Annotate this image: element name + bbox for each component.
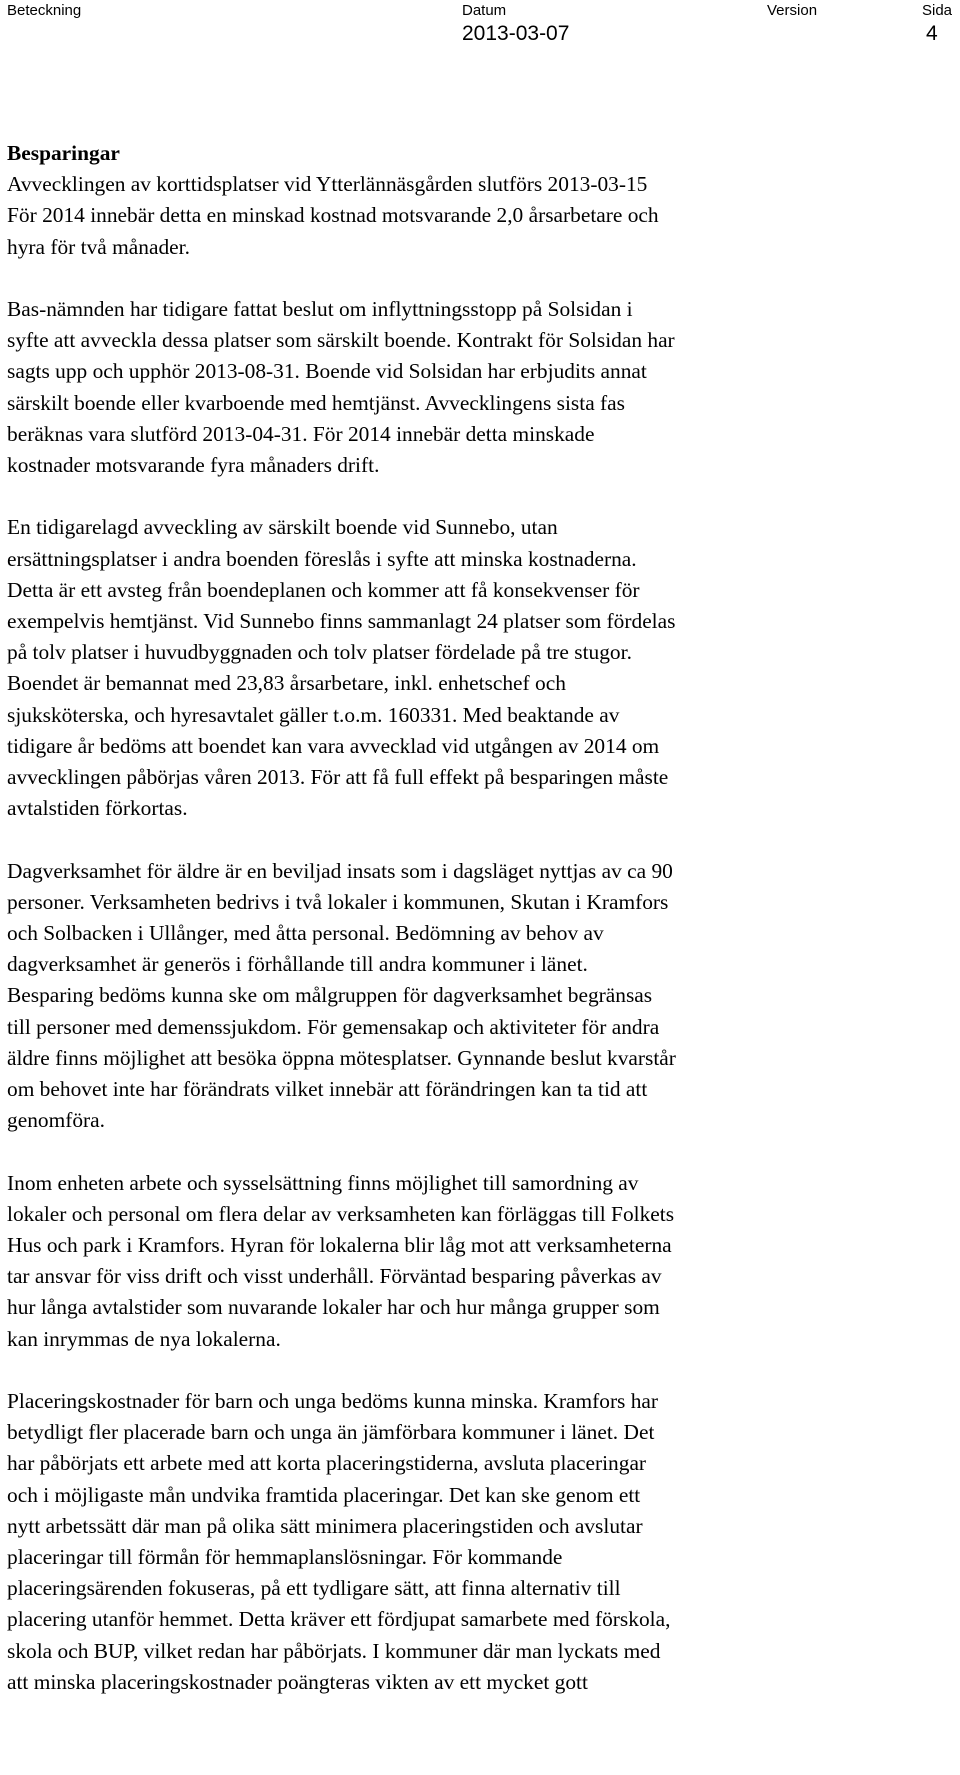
header-datum-label: Datum xyxy=(462,2,507,19)
text-line: genomföra. xyxy=(7,1108,106,1133)
header-sida-label: Sida xyxy=(922,2,953,19)
text-line: sjuksköterska, och hyresavtalet gäller t.o.m. 160331. Med beaktande av xyxy=(7,702,620,727)
text-line: placeringsärenden fokuseras, på ett tydligare sätt, att finna alternativ till xyxy=(7,1576,621,1601)
text-line: till personer med demenssjukdom. För gemensakap och aktiviteter för andra xyxy=(7,1014,660,1039)
text-line: personer. Verksamheten bedrivs i två lokaler i kommunen, Skutan i Kramfors xyxy=(7,889,669,914)
text-line: ersättningsplatser i andra boenden föreslås i syfte att minska kostnaderna. xyxy=(7,546,637,571)
text-line: Boendet är bemannat med 23,83 årsarbetare, inkl. enhetschef och xyxy=(7,671,566,696)
paragraph xyxy=(7,169,887,263)
text-line: tar ansvar för viss drift och visst underhåll. Förväntad besparing påverkas av xyxy=(7,1264,662,1289)
section-heading: Besparingar xyxy=(7,141,120,165)
text-line: placeringar till förmån för hemmaplanslösningar. För kommande xyxy=(7,1545,563,1570)
text-line: nytt arbetssätt där man på olika sätt minimera placeringstiden och avslutar xyxy=(7,1513,643,1538)
text-line: och Solbacken i Ullånger, med åtta personal. Bedömning av behov av xyxy=(7,921,604,946)
text-line: lokaler och personal om flera delar av verksamheten kan förläggas till Folkets xyxy=(7,1201,675,1226)
text-line: Dagverksamhet för äldre är en beviljad insats som i dagsläget nyttjas av ca 90 xyxy=(7,858,673,883)
text-line: särskilt boende eller kvarboende med hemtjänst. Avvecklingens sista fas xyxy=(7,390,625,415)
header-version-label: Version xyxy=(767,2,818,19)
text-line: dagverksamhet är generös i förhållande till andra kommuner i länet. xyxy=(7,952,588,977)
text-line: beräknas vara slutförd 2013-04-31. För 2014 innebär detta minskade xyxy=(7,421,595,446)
document-body xyxy=(7,138,887,1729)
text-line: kan inrymmas de nya lokalerna. xyxy=(7,1326,281,1351)
text-line: Detta är ett avsteg från boendeplanen och kommer att få konsekvenser för xyxy=(7,577,640,602)
text-line: Inom enheten arbete och sysselsättning finns möjlighet till samordning av xyxy=(7,1170,639,1195)
text-line: äldre finns möjlighet att besöka öppna mötesplatser. Gynnande beslut kvarstår xyxy=(7,1045,676,1070)
text-line: och i möjligaste mån undvika framtida placeringar. Det kan ske genom ett xyxy=(7,1482,641,1507)
paragraph xyxy=(7,1386,887,1698)
text-line: Bas-nämnden har tidigare fattat beslut om inflyttningsstopp på Solsidan i xyxy=(7,297,633,321)
text-line: tidigare år bedöms att boendet kan vara avvecklad vid utgången av 2014 om xyxy=(7,733,660,758)
text-line: avvecklingen påbörjas våren 2013. För att få full effekt på besparingen måste xyxy=(7,765,669,790)
paragraph xyxy=(7,294,887,481)
paragraph-list xyxy=(7,169,887,1698)
text-line: på tolv platser i huvudbyggnaden och tolv platser fördelade på tre stugor. xyxy=(7,640,632,665)
text-line: En tidigarelagd avveckling av särskilt boende vid Sunnebo, utan xyxy=(7,515,558,540)
text-line: avtalstiden förkortas. xyxy=(7,796,188,821)
paragraph xyxy=(7,512,887,824)
text-line: betydligt fler placerade barn och unga än jämförbara kommuner i länet. Det xyxy=(7,1420,655,1445)
text-line: placering utanför hemmet. Detta kräver ett fördjupat samarbete med förskola, xyxy=(7,1607,671,1632)
text-line: hur långa avtalstider som nuvarande lokaler har och hur många grupper som xyxy=(7,1295,660,1320)
text-line: har påbörjats ett arbete med att korta placeringstiderna, avsluta placeringar xyxy=(7,1451,647,1476)
header-page-number: 4 xyxy=(926,22,938,45)
paragraph xyxy=(7,1168,887,1355)
header-datum-value: 2013-03-07 xyxy=(462,22,570,45)
text-line: Besparing bedöms kunna ske om målgruppen för dagverksamhet begränsas xyxy=(7,983,653,1008)
text-line: att minska placeringskostnader poängteras vikten av ett mycket gott xyxy=(7,1669,588,1694)
text-line: om behovet inte har förändrats vilket innebär att förändringen kan ta tid att xyxy=(7,1077,648,1102)
text-line: kostnader motsvarande fyra månaders drift. xyxy=(7,453,380,478)
text-line: exempelvis hemtjänst. Vid Sunnebo finns sammanlagt 24 platser som fördelas xyxy=(7,609,676,634)
text-line: Avvecklingen av korttidsplatser vid Ytterlännäsgården slutförs 2013-03-15 xyxy=(7,172,648,197)
text-line: Placeringskostnader för barn och unga bedöms kunna minska. Kramfors har xyxy=(7,1389,659,1414)
text-line: För 2014 innebär detta en minskad kostnad motsvarande 2,0 årsarbetare och xyxy=(7,203,659,228)
text-line: skola och BUP, vilket redan har påbörjats. I kommuner där man lyckats med xyxy=(7,1638,661,1663)
paragraph xyxy=(7,856,887,1137)
page-header xyxy=(0,0,960,50)
header-beteckning-label: Beteckning xyxy=(7,2,82,19)
text-line: hyra för två månader. xyxy=(7,234,190,259)
text-line: Hus och park i Kramfors. Hyran för lokalerna blir låg mot att verksamheterna xyxy=(7,1233,672,1258)
text-line: sagts upp och upphör 2013-08-31. Boende vid Solsidan har erbjudits annat xyxy=(7,359,647,384)
text-line: syfte att avveckla dessa platser som särskilt boende. Kontrakt för Solsidan har xyxy=(7,328,675,353)
